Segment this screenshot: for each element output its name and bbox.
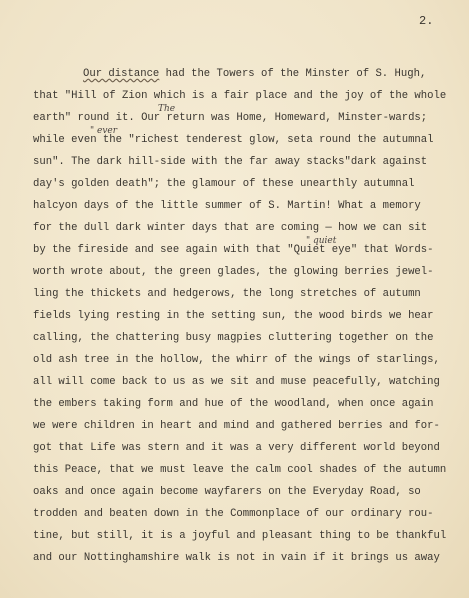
text-line: and our Nottinghamshire walk is not in vain if it brings us away xyxy=(33,552,440,564)
text-line: worth wrote about, the green glades, the glowing berries jewel- xyxy=(33,266,434,278)
text-line: ling the thickets and hedgerows, the long stretches of autumn xyxy=(33,288,421,300)
text-line: while even the "richest tenderest glow, seta round the autumnal xyxy=(33,134,434,146)
handwritten-insertion: " ever xyxy=(90,126,118,136)
text-line: trodden and beaten down in the Commonplace of our ordinary rou- xyxy=(33,508,434,520)
text-line: old ash tree in the hollow, the whirr of the wings of starlings, xyxy=(33,354,440,366)
text-line: fields lying resting in the setting sun, the wood birds we hear xyxy=(33,310,434,322)
text-line: Our distance had the Towers of the Minster of S. Hugh, xyxy=(83,68,427,80)
text-line: tine, but still, it is a joyful and pleasant thing to be thankful xyxy=(33,530,447,542)
text-line: got that Life was stern and it was a very different world beyond xyxy=(33,442,440,454)
text-line: that "Hill of Zion which is a fair place and the joy of the whole xyxy=(33,90,447,102)
text-line: earth" round it. Our return was Home, Homeward, Minster-wards; xyxy=(33,112,428,124)
text-line: calling, the chattering busy magpies cluttering together on the xyxy=(33,332,434,344)
text-line: by the fireside and see again with that "Quiet eye" that Words- xyxy=(33,244,434,256)
text-line: we were children in heart and mind and gathered berries and for- xyxy=(33,420,440,432)
text-line: sun". The dark hill-side with the far away stacks"dark against xyxy=(33,156,428,168)
text-line: this Peace, that we must leave the calm cool shades of the autumn xyxy=(33,464,447,476)
text-line: halcyon days of the little summer of S. Martin! What a memory xyxy=(33,200,421,212)
text-line: oaks and once again become wayfarers on the Everyday Road, so xyxy=(33,486,421,498)
text-line: the embers taking form and hue of the woodland, when once again xyxy=(33,398,434,410)
text-line: for the dull dark winter days that are coming — how we can sit xyxy=(33,222,428,234)
page-number: 2. xyxy=(419,14,434,28)
handwritten-insertion: " quiet xyxy=(306,236,337,246)
underlined-phrase: Our distance xyxy=(83,68,160,80)
handwritten-insertion: The xyxy=(158,104,176,114)
text-line: day's golden death"; the glamour of these unearthly autumnal xyxy=(33,178,415,190)
text-line: all will come back to us as we sit and muse peacefully, watching xyxy=(33,376,440,388)
